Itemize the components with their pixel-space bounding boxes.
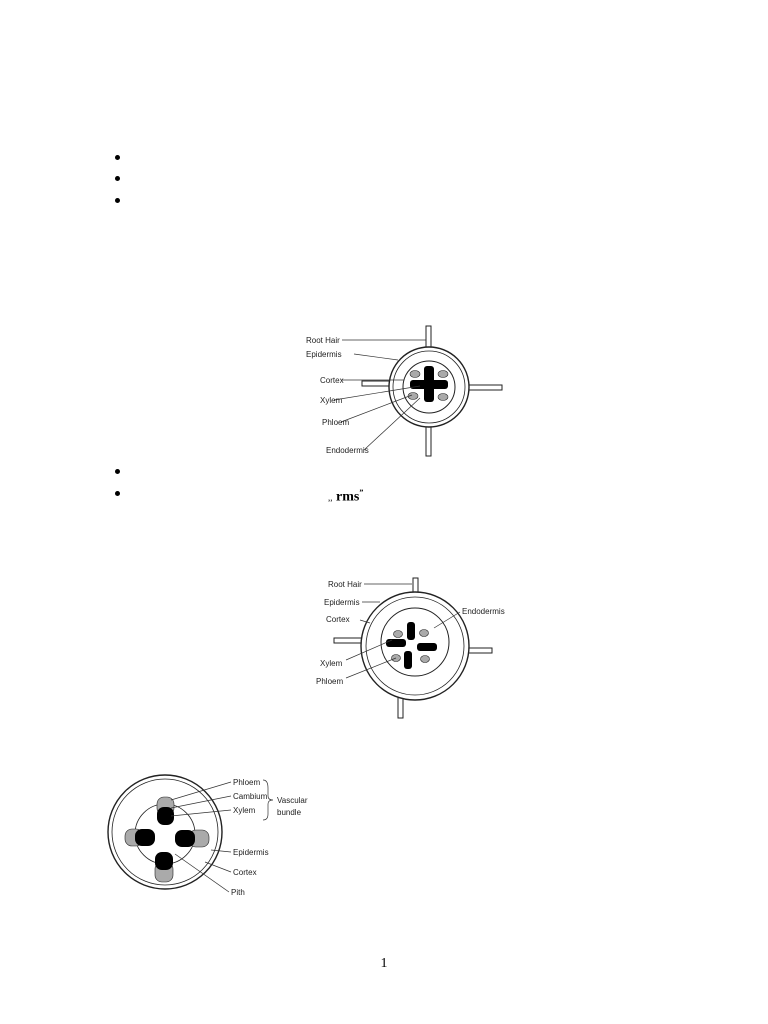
text-fragment [328,488,363,506]
close-quote: ” [359,488,364,497]
label-endodermis-2: Endodermis [462,607,505,616]
label-xylem-2: Xylem [320,659,343,668]
phloem-shape-2 [394,631,403,638]
label-phloem: Phloem [322,418,350,427]
label-epidermis-2: Epidermis [324,598,360,607]
label-pith-3: Pith [231,888,245,897]
label-bundle-3: bundle [277,808,302,817]
label-cortex-2: Cortex [326,615,350,624]
label-endodermis: Endodermis [326,446,369,455]
bullet-2 [115,176,120,181]
label-vascular-3: Vascular [277,796,308,805]
label-cortex-3: Cortex [233,868,257,877]
page-number: 1 [380,956,388,971]
label-phloem-2: Phloem [316,677,344,686]
label-root-hair: Root Hair [306,336,340,345]
xylem-shape-2 [407,622,415,640]
label-xylem-3: Xylem [233,806,256,815]
label-epidermis-3: Epidermis [233,848,269,857]
bullet-1 [115,155,120,160]
fragment-word: rms [336,489,360,505]
label-epidermis: Epidermis [306,350,342,359]
label-cortex: Cortex [320,376,344,385]
label-root-hair-2: Root Hair [328,580,362,589]
bullet-3 [115,198,120,203]
root-cross-section-figure-2 [300,570,530,720]
bullet-4 [115,469,120,474]
label-xylem: Xylem [320,396,343,405]
label-cambium-3: Cambium [233,792,268,801]
phloem-shape [410,371,420,378]
label-phloem-3: Phloem [233,778,261,787]
root-cross-section-figure-1 [300,320,520,465]
bullet-5 [115,491,120,496]
open-quote: ,, [328,492,333,503]
stem-cross-section-figure-3 [105,770,335,910]
